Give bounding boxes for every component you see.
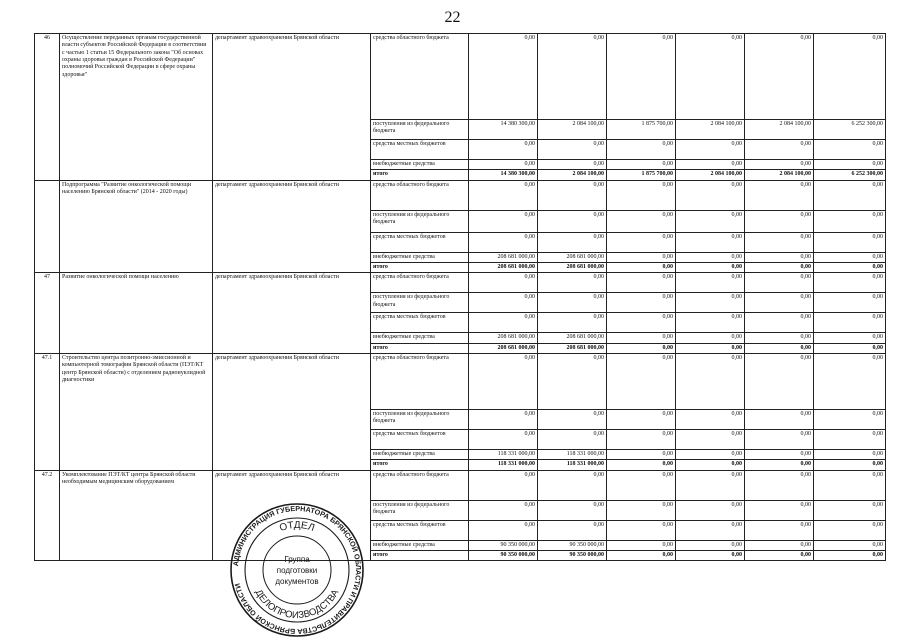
amount-cell: 0,00 <box>538 140 607 160</box>
funding-source: средства областного бюджета <box>371 180 469 210</box>
amount-cell: 208 681 000,00 <box>469 343 538 353</box>
amount-cell: 0,00 <box>814 540 886 550</box>
funding-source: средства местных бюджетов <box>371 429 469 449</box>
amount-cell: 0,00 <box>676 470 745 500</box>
funding-source: поступления из федерального бюджета <box>371 210 469 232</box>
amount-cell: 0,00 <box>607 333 676 343</box>
amount-cell: 0,00 <box>814 313 886 333</box>
amount-cell: 0,00 <box>676 343 745 353</box>
amount-cell: 0,00 <box>676 313 745 333</box>
amount-cell: 0,00 <box>814 252 886 262</box>
amount-cell: 0,00 <box>814 409 886 429</box>
amount-cell: 0,00 <box>676 140 745 160</box>
amount-cell: 0,00 <box>607 449 676 459</box>
amount-cell: 118 331 000,00 <box>538 449 607 459</box>
amount-cell: 0,00 <box>814 460 886 470</box>
amount-cell: 0,00 <box>607 34 676 120</box>
amount-cell: 0,00 <box>538 210 607 232</box>
item-name: Укомплектование ПЭТ/КТ центра Брянской области необходимым медицинским оборудованием <box>60 470 213 561</box>
amount-cell: 0,00 <box>676 160 745 170</box>
amount-cell: 0,00 <box>538 232 607 252</box>
amount-cell: 0,00 <box>469 520 538 540</box>
amount-cell: 208 681 000,00 <box>538 262 607 272</box>
amount-cell: 0,00 <box>607 232 676 252</box>
funding-source: поступления из федерального бюджета <box>371 500 469 520</box>
item-number: 47.1 <box>35 353 60 470</box>
funding-source: средства местных бюджетов <box>371 232 469 252</box>
amount-cell: 0,00 <box>676 333 745 343</box>
item-executor: департамент здравоохранения Брянской области <box>213 273 371 354</box>
amount-cell: 0,00 <box>814 140 886 160</box>
amount-cell: 0,00 <box>745 262 814 272</box>
amount-cell: 14 380 300,00 <box>469 170 538 180</box>
amount-cell: 0,00 <box>814 210 886 232</box>
amount-cell: 0,00 <box>607 409 676 429</box>
amount-cell: 0,00 <box>469 409 538 429</box>
amount-cell: 0,00 <box>676 262 745 272</box>
amount-cell: 0,00 <box>745 140 814 160</box>
amount-cell: 0,00 <box>745 343 814 353</box>
page-number: 22 <box>444 9 461 26</box>
amount-cell: 0,00 <box>538 429 607 449</box>
amount-cell: 0,00 <box>814 449 886 459</box>
amount-cell: 0,00 <box>745 540 814 550</box>
table-row <box>35 180 886 210</box>
amount-cell: 0,00 <box>814 293 886 313</box>
amount-cell: 0,00 <box>814 550 886 560</box>
amount-cell: 0,00 <box>745 210 814 232</box>
amount-cell: 0,00 <box>538 313 607 333</box>
amount-cell: 0,00 <box>607 470 676 500</box>
amount-cell: 0,00 <box>538 180 607 210</box>
amount-cell: 0,00 <box>676 353 745 409</box>
table-row <box>35 34 886 120</box>
amount-cell: 0,00 <box>814 232 886 252</box>
amount-cell: 90 350 000,00 <box>469 550 538 560</box>
amount-cell: 0,00 <box>607 252 676 262</box>
amount-cell: 0,00 <box>745 520 814 540</box>
stamp-ring-text: АДМИНИСТРАЦИЯ ГУБЕРНАТОРА БРЯНСКОЙ ОБЛАСТИ И ПРАВИТЕЛЬСТВА БРЯНСКОЙ ОБЛАСТИ <box>231 503 364 637</box>
amount-cell: 0,00 <box>814 262 886 272</box>
amount-cell: 0,00 <box>469 353 538 409</box>
amount-cell: 0,00 <box>745 34 814 120</box>
funding-source: средства областного бюджета <box>371 470 469 500</box>
amount-cell: 0,00 <box>814 333 886 343</box>
amount-cell: 0,00 <box>814 180 886 210</box>
amount-cell: 0,00 <box>745 232 814 252</box>
amount-cell: 0,00 <box>469 273 538 293</box>
funding-source: средства областного бюджета <box>371 273 469 293</box>
funding-source: внебюджетные средства <box>371 160 469 170</box>
funding-source: внебюджетные средства <box>371 333 469 343</box>
amount-cell: 0,00 <box>745 333 814 343</box>
item-executor: департамент здравоохранения Брянской области <box>213 353 371 470</box>
amount-cell: 0,00 <box>607 262 676 272</box>
amount-cell: 208 681 000,00 <box>469 262 538 272</box>
amount-cell: 118 331 000,00 <box>469 460 538 470</box>
amount-cell: 0,00 <box>745 470 814 500</box>
funding-source: поступления из федерального бюджета <box>371 120 469 140</box>
amount-cell: 0,00 <box>538 409 607 429</box>
item-name: Строительство центра позитронно-эмиссионной и компьютерной томографии Брянской области (ПЭТ/КТ центр Брянской области) с отделением радионуклидной диагностики <box>60 353 213 470</box>
funding-source: средства местных бюджетов <box>371 520 469 540</box>
amount-cell: 0,00 <box>814 343 886 353</box>
item-number <box>35 180 60 273</box>
amount-cell: 0,00 <box>814 160 886 170</box>
stamp-center-line-2: подготовки <box>276 566 318 575</box>
amount-cell: 0,00 <box>538 293 607 313</box>
item-name: Развитие онкологической помощи населению <box>60 273 213 354</box>
amount-cell: 0,00 <box>745 160 814 170</box>
amount-cell: 0,00 <box>676 210 745 232</box>
funding-source: внебюджетные средства <box>371 449 469 459</box>
amount-cell: 0,00 <box>469 140 538 160</box>
amount-cell: 0,00 <box>676 449 745 459</box>
amount-cell: 0,00 <box>469 160 538 170</box>
table-row <box>35 353 886 409</box>
amount-cell: 0,00 <box>745 293 814 313</box>
amount-cell: 0,00 <box>469 293 538 313</box>
amount-cell: 0,00 <box>607 140 676 160</box>
amount-cell: 0,00 <box>469 34 538 120</box>
amount-cell: 0,00 <box>469 470 538 500</box>
item-name: Подпрограмма "Развитие онкологической помощи населению Брянской области" (2014 - 2020 годы) <box>60 180 213 273</box>
amount-cell: 0,00 <box>745 273 814 293</box>
amount-cell: 0,00 <box>469 232 538 252</box>
amount-cell: 0,00 <box>607 210 676 232</box>
amount-cell: 0,00 <box>607 293 676 313</box>
amount-cell: 0,00 <box>745 460 814 470</box>
amount-cell: 0,00 <box>676 429 745 449</box>
funding-source: итого <box>371 170 469 180</box>
amount-cell: 118 331 000,00 <box>469 449 538 459</box>
department-stamp <box>229 502 365 638</box>
amount-cell: 0,00 <box>676 252 745 262</box>
amount-cell: 2 084 100,00 <box>676 170 745 180</box>
amount-cell: 0,00 <box>814 34 886 120</box>
amount-cell: 0,00 <box>607 180 676 210</box>
amount-cell: 0,00 <box>607 520 676 540</box>
amount-cell: 0,00 <box>607 500 676 520</box>
funding-source: внебюджетные средства <box>371 252 469 262</box>
amount-cell: 0,00 <box>607 343 676 353</box>
funding-source: средства областного бюджета <box>371 34 469 120</box>
amount-cell: 0,00 <box>469 429 538 449</box>
amount-cell: 90 350 000,00 <box>469 540 538 550</box>
item-name: Осуществление переданных органам государственной власти субъектов Российской Федерации в соответствии с частью 1 статьи 15 Федерального закона "Об основах охраны здоровья граждан в Российской Федерации" полномочий Российской Федерации в сфере охраны здоровья" <box>60 34 213 181</box>
budget-table-body <box>35 34 886 561</box>
amount-cell: 2 084 100,00 <box>745 120 814 140</box>
amount-cell: 0,00 <box>607 273 676 293</box>
amount-cell: 0,00 <box>814 500 886 520</box>
funding-source: итого <box>371 262 469 272</box>
amount-cell: 0,00 <box>607 460 676 470</box>
amount-cell: 2 084 100,00 <box>538 120 607 140</box>
item-number: 47.2 <box>35 470 60 561</box>
amount-cell: 0,00 <box>538 160 607 170</box>
stamp-bottom-text: ДЕЛОПРОИЗВОДСТВА <box>252 587 342 622</box>
amount-cell: 0,00 <box>814 470 886 500</box>
amount-cell: 0,00 <box>538 273 607 293</box>
amount-cell: 2 084 100,00 <box>676 120 745 140</box>
amount-cell: 0,00 <box>676 232 745 252</box>
table-row <box>35 273 886 293</box>
amount-cell: 14 380 300,00 <box>469 120 538 140</box>
amount-cell: 0,00 <box>607 353 676 409</box>
amount-cell: 1 875 700,00 <box>607 170 676 180</box>
amount-cell: 0,00 <box>745 550 814 560</box>
amount-cell: 90 350 000,00 <box>538 540 607 550</box>
amount-cell: 0,00 <box>607 160 676 170</box>
amount-cell: 0,00 <box>745 313 814 333</box>
amount-cell: 0,00 <box>745 449 814 459</box>
amount-cell: 0,00 <box>469 313 538 333</box>
amount-cell: 2 084 100,00 <box>538 170 607 180</box>
amount-cell: 208 681 000,00 <box>538 333 607 343</box>
amount-cell: 2 084 100,00 <box>745 170 814 180</box>
amount-cell: 0,00 <box>676 273 745 293</box>
amount-cell: 0,00 <box>469 210 538 232</box>
item-executor: департамент здравоохранения Брянской области <box>213 34 371 181</box>
stamp-center-line-3: документов <box>275 577 319 586</box>
amount-cell: 208 681 000,00 <box>469 333 538 343</box>
funding-source: поступления из федерального бюджета <box>371 409 469 429</box>
amount-cell: 0,00 <box>676 180 745 210</box>
amount-cell: 90 350 000,00 <box>538 550 607 560</box>
amount-cell: 0,00 <box>607 429 676 449</box>
stamp-center-line-1: Группа <box>284 555 310 564</box>
amount-cell: 1 875 700,00 <box>607 120 676 140</box>
amount-cell: 208 681 000,00 <box>538 343 607 353</box>
budget-table <box>34 33 886 561</box>
item-executor: департамент здравоохранения Брянской области <box>213 470 371 561</box>
amount-cell: 6 252 300,00 <box>814 120 886 140</box>
funding-source: средства местных бюджетов <box>371 140 469 160</box>
amount-cell: 0,00 <box>469 180 538 210</box>
amount-cell: 0,00 <box>745 429 814 449</box>
amount-cell: 0,00 <box>676 460 745 470</box>
funding-source: средства областного бюджета <box>371 353 469 409</box>
amount-cell: 0,00 <box>676 409 745 429</box>
amount-cell: 0,00 <box>538 470 607 500</box>
funding-source: средства местных бюджетов <box>371 313 469 333</box>
amount-cell: 0,00 <box>745 353 814 409</box>
amount-cell: 0,00 <box>676 550 745 560</box>
amount-cell: 0,00 <box>814 520 886 540</box>
amount-cell: 0,00 <box>538 520 607 540</box>
amount-cell: 0,00 <box>676 500 745 520</box>
amount-cell: 0,00 <box>538 353 607 409</box>
funding-source: поступления из федерального бюджета <box>371 293 469 313</box>
table-row <box>35 470 886 500</box>
amount-cell: 0,00 <box>676 293 745 313</box>
amount-cell: 208 681 000,00 <box>469 252 538 262</box>
funding-source: итого <box>371 343 469 353</box>
amount-cell: 0,00 <box>745 409 814 429</box>
amount-cell: 0,00 <box>538 34 607 120</box>
funding-source: итого <box>371 460 469 470</box>
item-executor: департамент здравоохранения Брянской области <box>213 180 371 273</box>
amount-cell: 0,00 <box>538 500 607 520</box>
amount-cell: 0,00 <box>469 500 538 520</box>
amount-cell: 0,00 <box>745 500 814 520</box>
amount-cell: 0,00 <box>745 252 814 262</box>
amount-cell: 0,00 <box>607 540 676 550</box>
amount-cell: 0,00 <box>607 313 676 333</box>
funding-source: внебюджетные средства <box>371 540 469 550</box>
amount-cell: 0,00 <box>676 520 745 540</box>
amount-cell: 0,00 <box>745 180 814 210</box>
amount-cell: 208 681 000,00 <box>538 252 607 262</box>
amount-cell: 118 331 000,00 <box>538 460 607 470</box>
amount-cell: 0,00 <box>607 550 676 560</box>
amount-cell: 0,00 <box>814 273 886 293</box>
amount-cell: 0,00 <box>676 34 745 120</box>
item-number: 47 <box>35 273 60 354</box>
amount-cell: 0,00 <box>814 429 886 449</box>
amount-cell: 6 252 300,00 <box>814 170 886 180</box>
funding-source: итого <box>371 550 469 560</box>
amount-cell: 0,00 <box>814 353 886 409</box>
stamp-top-text: ОТДЕЛ <box>278 519 316 535</box>
item-number: 46 <box>35 34 60 181</box>
amount-cell: 0,00 <box>676 540 745 550</box>
